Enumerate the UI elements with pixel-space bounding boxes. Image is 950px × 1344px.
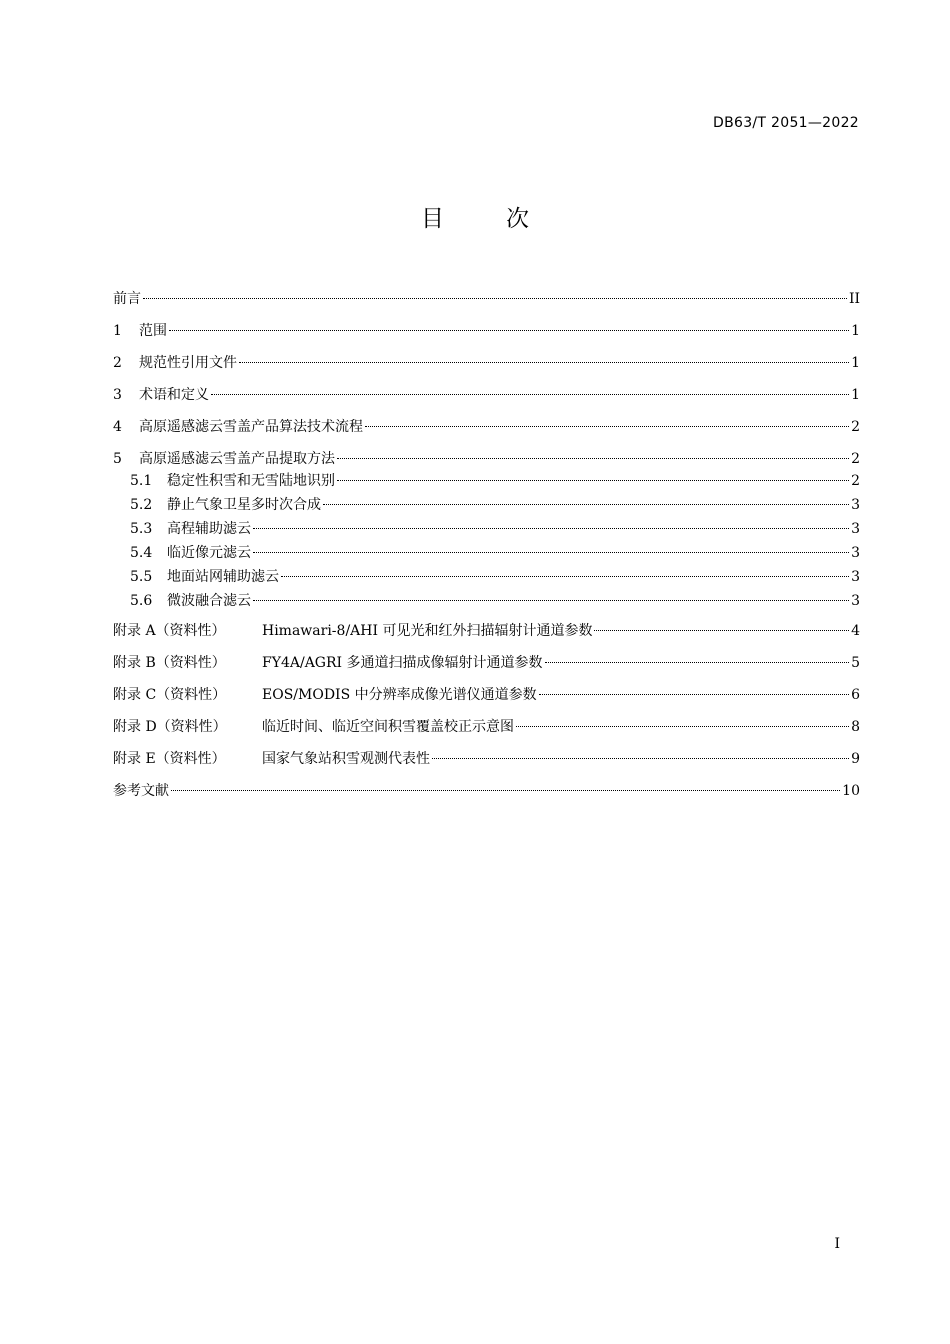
- toc-page: 1: [851, 323, 860, 339]
- toc-number: 3: [113, 387, 122, 403]
- table-of-contents: [113, 287, 860, 811]
- toc-label: 参考文献: [113, 783, 169, 799]
- toc-entry-5-2[interactable]: [113, 493, 860, 517]
- toc-number: 附录 D（资料性）: [113, 719, 227, 735]
- dot-leader: [281, 576, 849, 577]
- toc-number: 附录 A（资料性）: [113, 623, 226, 639]
- toc-entry-5-6[interactable]: [113, 589, 860, 613]
- footer-page-number: I: [834, 1236, 840, 1252]
- dot-leader: [432, 758, 849, 759]
- toc-page: 5: [851, 655, 860, 671]
- toc-number: 附录 E（资料性）: [113, 751, 226, 767]
- toc-number: 1: [113, 323, 122, 339]
- toc-entry-appendix-b[interactable]: [113, 651, 860, 683]
- toc-label: 国家气象站积雪观测代表性: [262, 751, 430, 767]
- dot-leader: [253, 600, 849, 601]
- toc-page: 10: [842, 783, 860, 799]
- toc-label: 范围: [139, 323, 167, 339]
- toc-page: 6: [851, 687, 860, 703]
- toc-page: 3: [851, 521, 860, 537]
- toc-entry-4[interactable]: [113, 415, 860, 447]
- toc-page: 2: [851, 451, 860, 467]
- toc-number: 5.3: [130, 521, 153, 537]
- dot-leader: [253, 552, 849, 553]
- dot-leader: [171, 790, 840, 791]
- toc-entry-2[interactable]: [113, 351, 860, 383]
- toc-entry-appendix-a[interactable]: [113, 619, 860, 651]
- toc-entry-appendix-c[interactable]: [113, 683, 860, 715]
- toc-page: 2: [851, 419, 860, 435]
- toc-page: 2: [851, 473, 860, 489]
- toc-label: Himawari-8/AHI 可见光和红外扫描辐射计通道参数: [262, 623, 593, 639]
- toc-page: 3: [851, 497, 860, 513]
- dot-leader: [539, 694, 849, 695]
- toc-page: 9: [851, 751, 860, 767]
- toc-number: 附录 C（资料性）: [113, 687, 227, 703]
- toc-entry-1[interactable]: [113, 319, 860, 351]
- toc-label: 静止气象卫星多时次合成: [167, 497, 321, 513]
- toc-page: II: [848, 291, 860, 307]
- toc-number: 5: [113, 451, 122, 467]
- dot-leader: [594, 630, 849, 631]
- dot-leader: [323, 504, 849, 505]
- dot-leader: [169, 330, 849, 331]
- toc-number: 附录 B（资料性）: [113, 655, 226, 671]
- toc-entry-appendix-e[interactable]: [113, 747, 860, 779]
- toc-page: 3: [851, 545, 860, 561]
- dot-leader: [211, 394, 849, 395]
- toc-label: 地面站网辅助滤云: [167, 569, 279, 585]
- toc-page: 1: [851, 355, 860, 371]
- dot-leader: [143, 298, 847, 299]
- page-title: 目次: [421, 206, 591, 232]
- toc-label: 高原遥感滤云雪盖产品提取方法: [139, 451, 335, 467]
- toc-entry-references[interactable]: [113, 779, 860, 811]
- toc-label: FY4A/AGRI 多通道扫描成像辐射计通道参数: [262, 655, 543, 671]
- toc-number: 4: [113, 419, 122, 435]
- toc-label: 稳定性积雪和无雪陆地识别: [167, 473, 335, 489]
- toc-label: 前言: [113, 291, 141, 307]
- dot-leader: [365, 426, 849, 427]
- dot-leader: [253, 528, 849, 529]
- toc-number: 2: [113, 355, 122, 371]
- toc-label: 规范性引用文件: [139, 355, 237, 371]
- toc-page: 4: [851, 623, 860, 639]
- dot-leader: [337, 480, 849, 481]
- toc-page: 3: [851, 593, 860, 609]
- toc-page: 3: [851, 569, 860, 585]
- toc-label: 术语和定义: [139, 387, 209, 403]
- document-code: DB63/T 2051—2022: [713, 115, 859, 131]
- toc-entry-5-5[interactable]: [113, 565, 860, 589]
- toc-entry-3[interactable]: [113, 383, 860, 415]
- toc-label: 高原遥感滤云雪盖产品算法技术流程: [139, 419, 363, 435]
- toc-label: 临近像元滤云: [167, 545, 251, 561]
- toc-number: 5.5: [130, 569, 153, 585]
- toc-label: 临近时间、临近空间积雪覆盖校正示意图: [262, 719, 514, 735]
- toc-label: 高程辅助滤云: [167, 521, 251, 537]
- toc-number: 5.4: [130, 545, 153, 561]
- toc-entry-5-1[interactable]: [113, 469, 860, 493]
- dot-leader: [516, 726, 849, 727]
- toc-entry-5-4[interactable]: [113, 541, 860, 565]
- toc-label: EOS/MODIS 中分辨率成像光谱仪通道参数: [262, 687, 537, 703]
- toc-page: 1: [851, 387, 860, 403]
- dot-leader: [545, 662, 850, 663]
- toc-page: 8: [851, 719, 860, 735]
- toc-number: 5.2: [130, 497, 153, 513]
- dot-leader: [337, 458, 849, 459]
- toc-entry-foreword[interactable]: [113, 287, 860, 319]
- dot-leader: [239, 362, 849, 363]
- toc-entry-5-3[interactable]: [113, 517, 860, 541]
- toc-number: 5.1: [130, 473, 153, 489]
- toc-entry-appendix-d[interactable]: [113, 715, 860, 747]
- toc-number: 5.6: [130, 593, 153, 609]
- toc-label: 微波融合滤云: [167, 593, 251, 609]
